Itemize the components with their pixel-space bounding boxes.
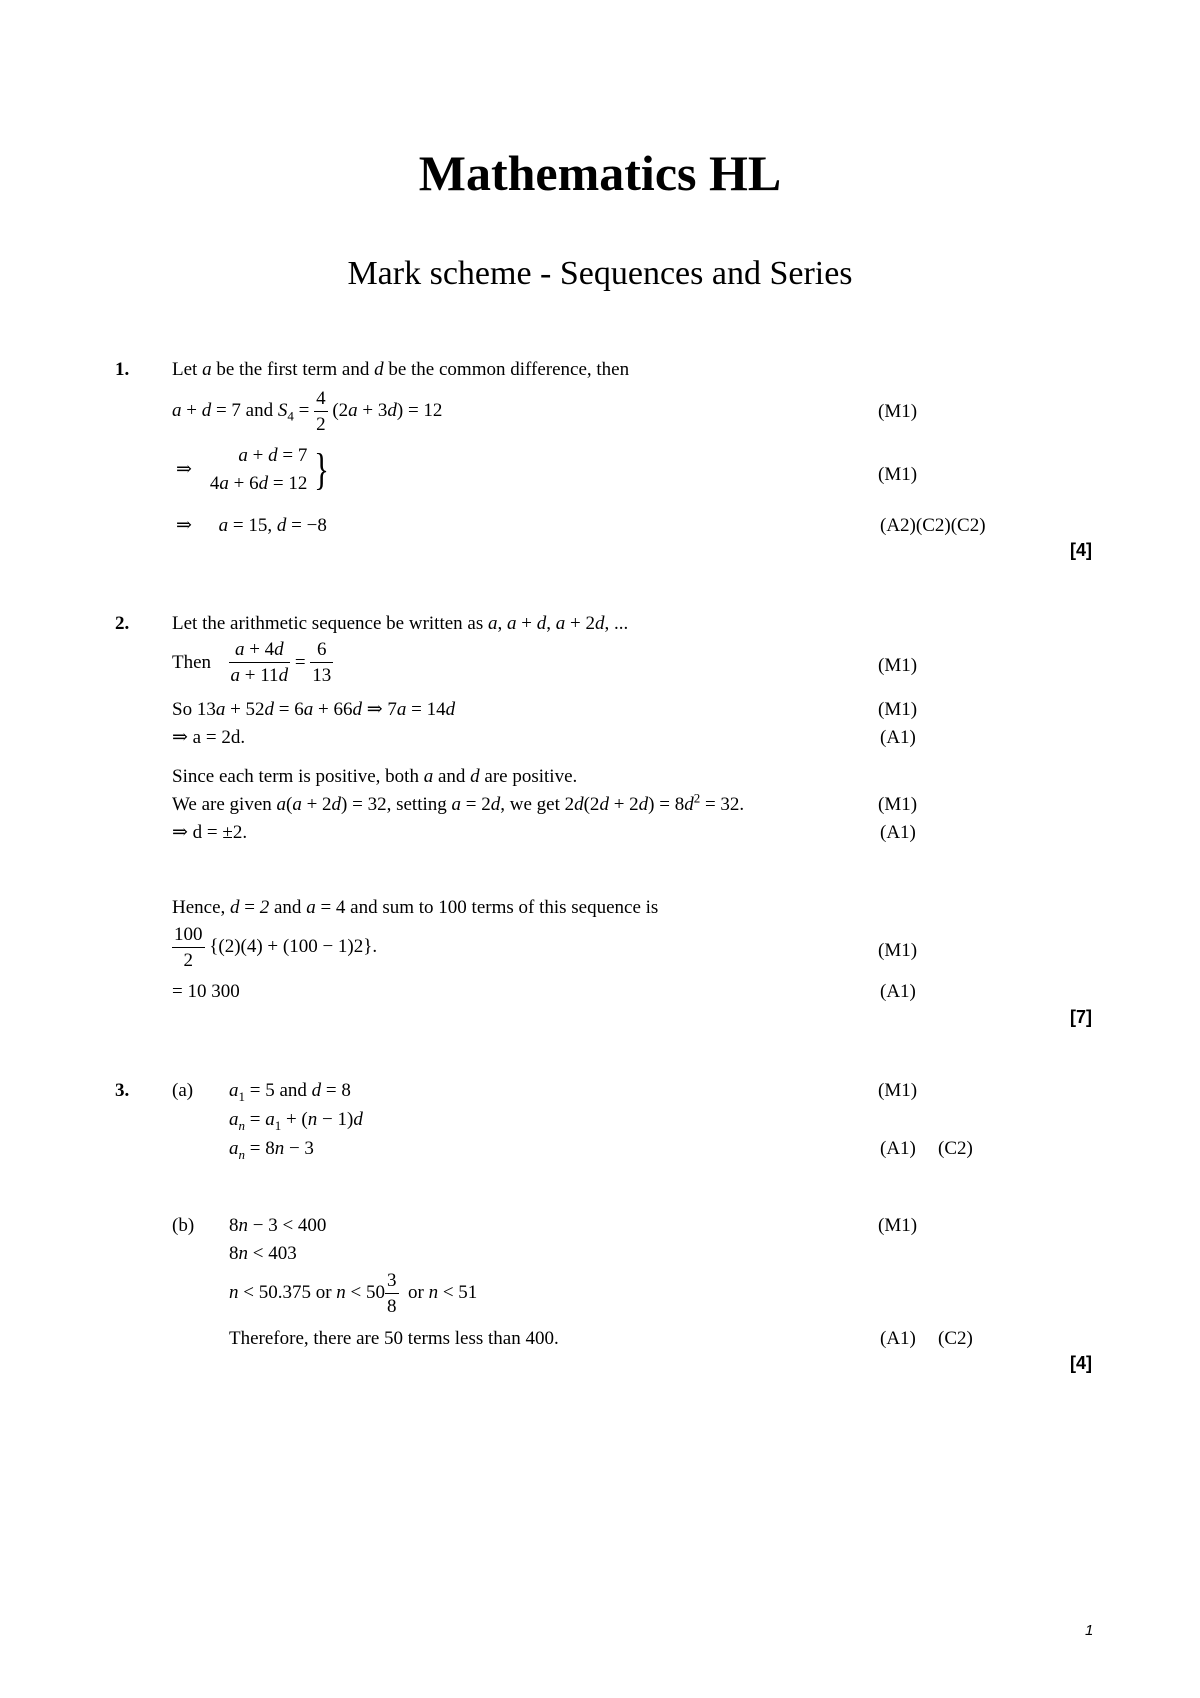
question-2-total: [7]: [1070, 1007, 1092, 1027]
mark-label: (M1): [878, 655, 918, 676]
q1-result: ⇒ a = 15, d = −8: [176, 515, 327, 536]
part-a-label: (a): [172, 1080, 194, 1101]
q2-sum-result: = 10 300: [172, 981, 240, 1002]
q2-then-equation: Then $\frac{a + 4d}{a + 11d}$ = $\frac{6}{13}$: [172, 639, 332, 686]
question-3-number: 3.: [115, 1080, 130, 1101]
q3b-line-3: n < 50.375 or n < 50 $\frac{3}{8}$ or n < 51: [229, 1270, 478, 1317]
mark-label: (A1): [880, 727, 916, 748]
page-title: Mathematics HL: [418, 145, 782, 201]
q2-so-equation: So 13a + 52d = 6a + 66d ⇒ 7a = 14d: [172, 699, 456, 720]
q2-sum-expression: $\frac{100}{2}$ {(2)(4) + (100 − 1)2}.: [174, 924, 378, 971]
mark-label: (M1): [878, 1215, 918, 1236]
question-2-intro: Let the arithmetic sequence be written as a, a + d, a + 2d, ...: [172, 613, 629, 634]
mark-label: (M1): [878, 1080, 918, 1101]
page-number: 1: [1085, 1622, 1094, 1639]
q2-a-equation: ⇒ a = 2d.: [172, 727, 246, 748]
fraction: $\frac{a + 4d}{a + 11d}$: [230, 639, 289, 686]
question-3-total: [4]: [1070, 1353, 1092, 1373]
fraction: $\frac{3}{8}$: [387, 1270, 397, 1317]
then-label: Then: [172, 652, 212, 673]
mark-label: (A1): [880, 822, 916, 843]
fraction: $\frac{100}{2}$: [174, 924, 203, 971]
q3b-conclusion: Therefore, there are 50 terms less than 400.: [229, 1328, 559, 1349]
mark-label: (M1): [878, 464, 918, 485]
question-1-intro: Let a be the first term and d be the common difference, then: [172, 359, 630, 380]
fraction: $\frac{4}{2}$: [316, 388, 326, 435]
q2-positive-statement: Since each term is positive, both a and d are positive.: [172, 766, 578, 787]
mark-label: (A1): [880, 1328, 916, 1349]
question-2-number: 2.: [115, 613, 130, 634]
mark-label: (C2): [938, 1328, 973, 1349]
mark-label: (A2)(C2)(C2): [880, 515, 986, 536]
q3b-line-2: 8n < 403: [229, 1243, 297, 1264]
page-subtitle: Mark scheme - Sequences and Series: [347, 255, 853, 292]
q2-d-equation: ⇒ d = ±2.: [172, 822, 248, 843]
q1-system: ⇒ a + d = 7 4a + 6d = 12 }: [176, 444, 330, 494]
q3b-line-1: 8n − 3 < 400: [229, 1215, 327, 1236]
question-1-number: 1.: [115, 359, 130, 380]
q1-equation-1: a + d = 7 and $S_4$ = $\frac{4}{2}$ (2a + 3d) = 12: [172, 388, 443, 435]
q3a-line-1: $a_1 = 5$ and d = 8: [229, 1080, 351, 1104]
mark-label: (A1): [880, 981, 916, 1002]
question-1-total: [4]: [1070, 540, 1092, 560]
mark-label: (A1): [880, 1138, 916, 1159]
q3a-line-2: $a_n = a_1 + (n - 1)d$: [229, 1109, 363, 1133]
fraction: $\frac{6}{13}$: [312, 639, 332, 686]
q2-given-equation: We are given a(a + 2d) = 32, setting a = 2d, we get $2d(2d + 2d) = 8d^2 = 32$.: [172, 790, 745, 815]
q2-hence-statement: Hence, d = 2 and a = 4 and sum to 100 terms of this sequence is: [172, 897, 659, 918]
mark-label: (M1): [878, 401, 918, 422]
mark-label: (M1): [878, 940, 918, 961]
mark-label: (M1): [878, 794, 918, 815]
part-b-label: (b): [172, 1215, 195, 1236]
mark-label: (C2): [938, 1138, 973, 1159]
q3a-line-3: $a_n = 8n - 3$: [229, 1138, 314, 1162]
mark-label: (M1): [878, 699, 918, 720]
